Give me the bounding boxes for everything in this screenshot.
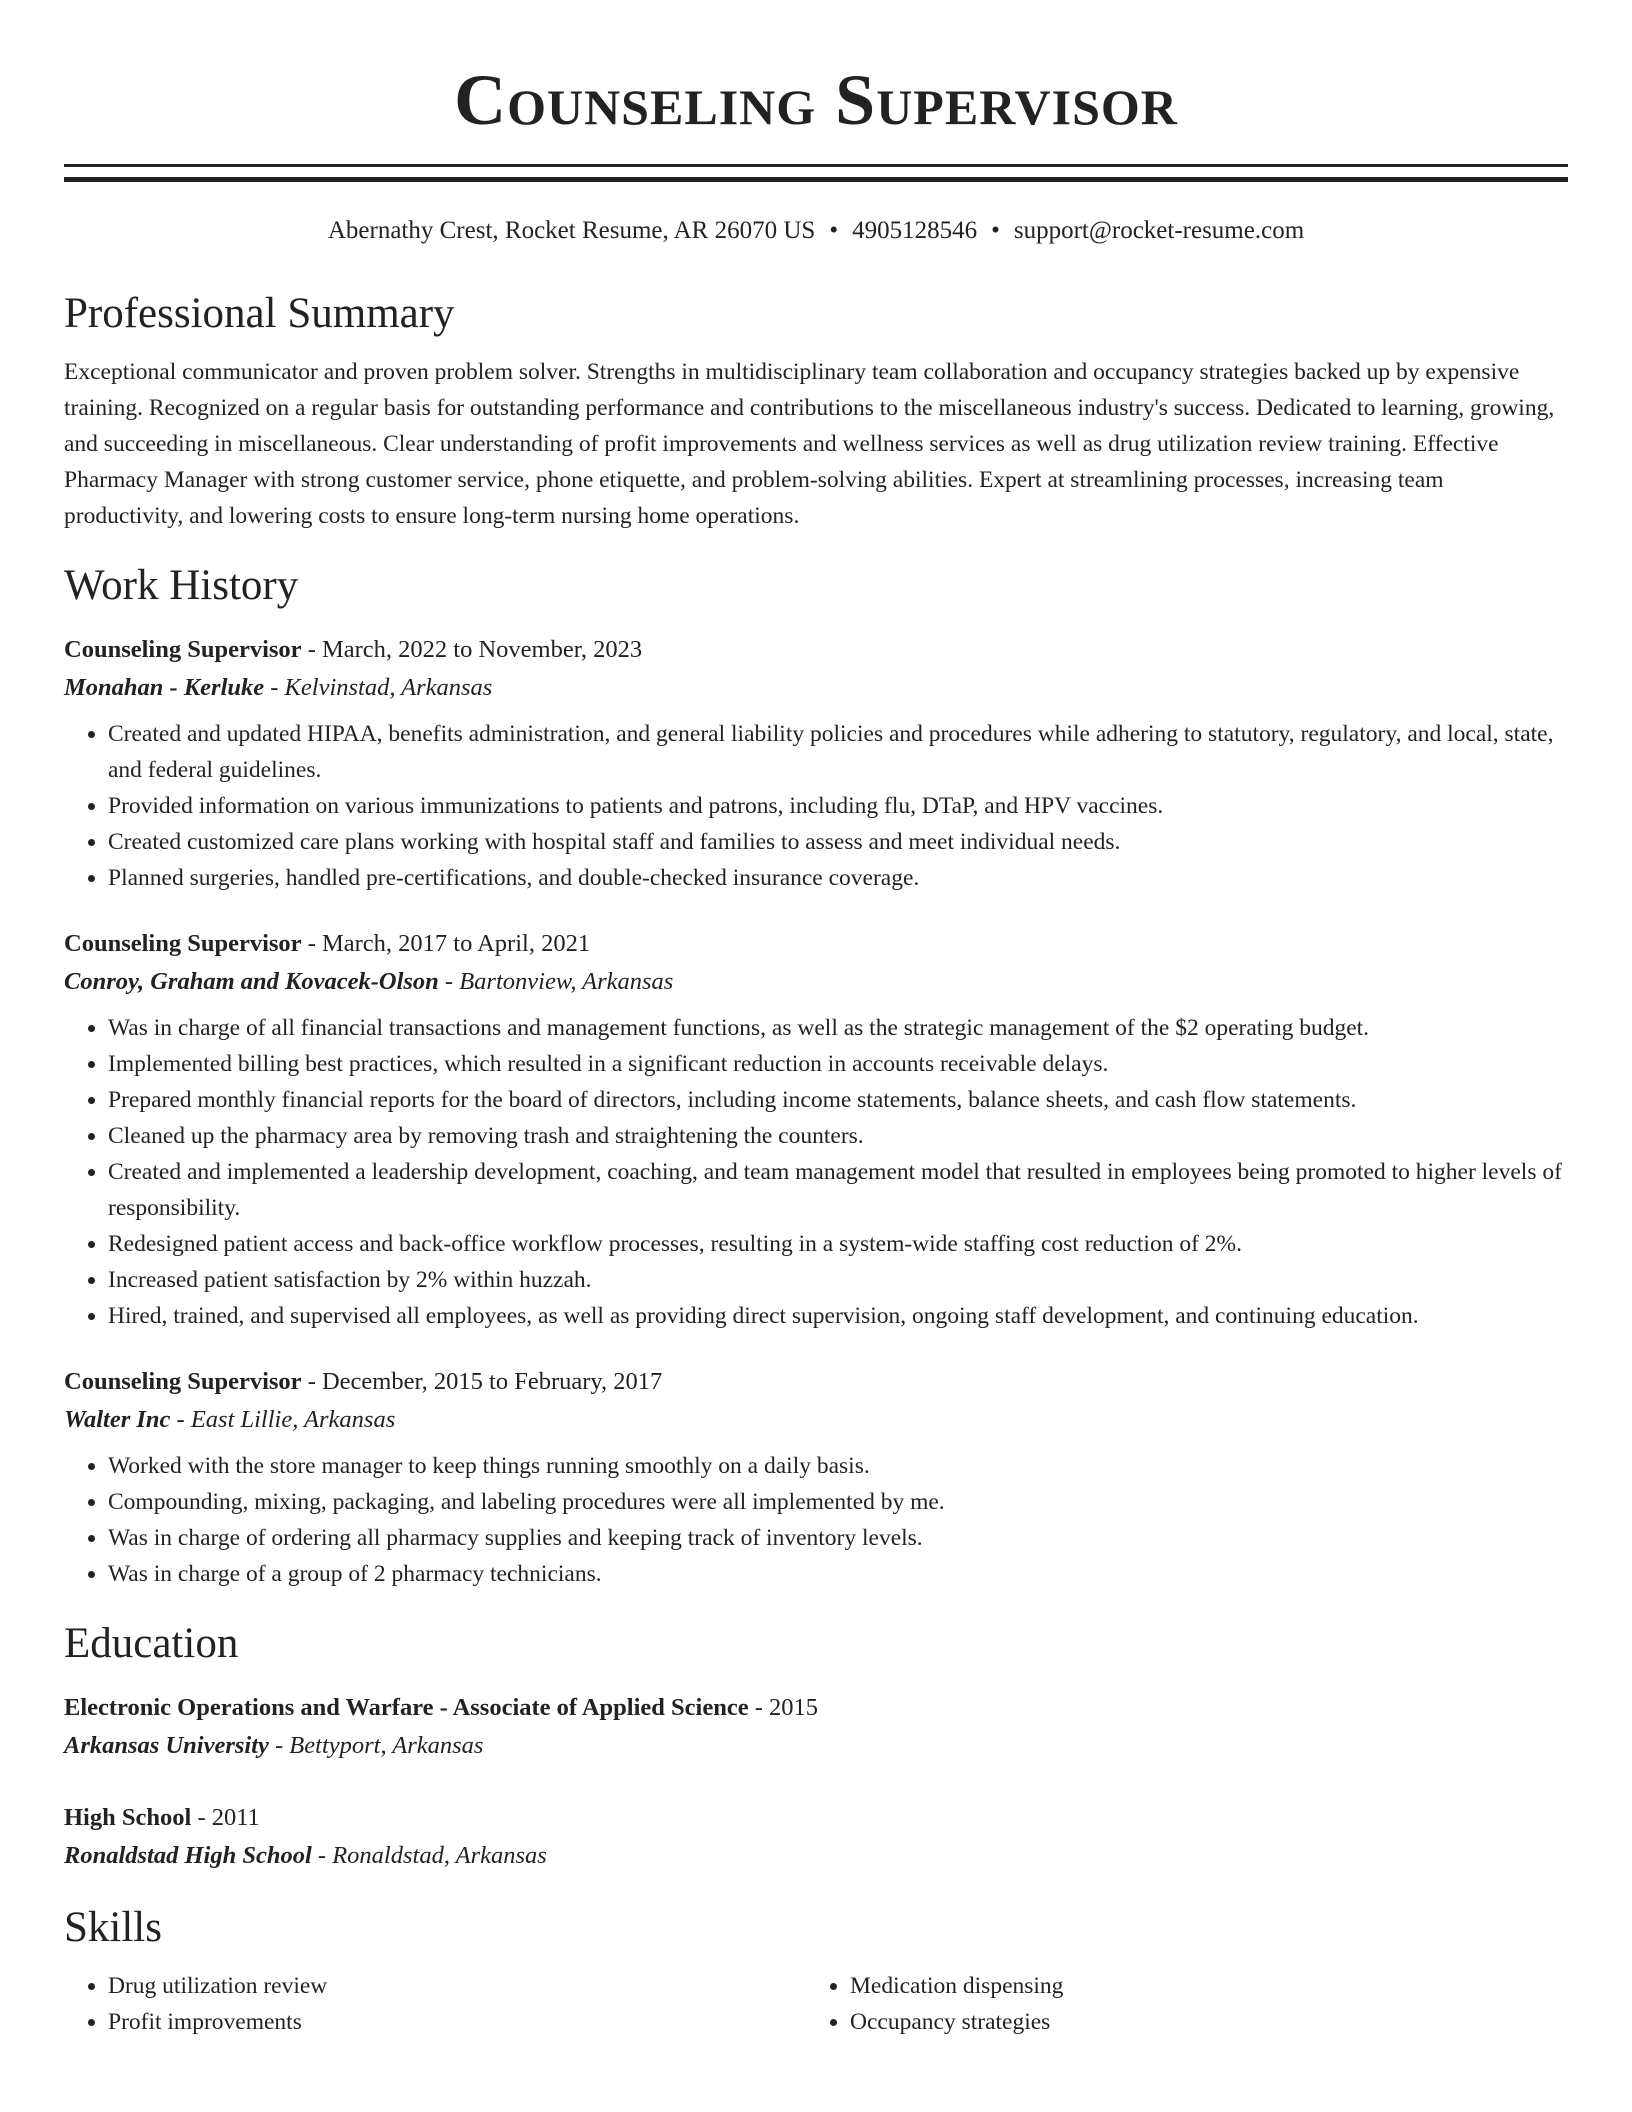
job-bullet-list (64, 1448, 1568, 1592)
skill-item: • Medication dispensing (850, 1968, 1548, 2004)
job-title-line (64, 634, 1568, 666)
section-title-skills: Skills (64, 1904, 162, 1951)
education-degree: High School (64, 1804, 192, 1831)
job-employer: Conroy, Graham and Kovacek-Olson (64, 968, 439, 995)
skills-grid (64, 1968, 1568, 2040)
education-location: - Ronaldstad, Arkansas (311, 1842, 547, 1869)
job-bullet: • Was in charge of ordering all pharmacy supplies and keeping track of inventory levels. (108, 1520, 1568, 1556)
job-employer-line (64, 1404, 1568, 1436)
job-dates: - March, 2022 to November, 2023 (301, 636, 643, 663)
job-entry (64, 634, 1568, 896)
job-bullet: • Was in charge of a group of 2 pharmacy technicians. (108, 1556, 1568, 1592)
education-year: - 2011 (191, 1804, 260, 1831)
education-year: - 2015 (748, 1694, 819, 1721)
education-school-line (64, 1730, 1568, 1762)
job-title-line (64, 1366, 1568, 1398)
contact-separator: • (829, 217, 839, 244)
job-location: - East Lillie, Arkansas (170, 1406, 396, 1433)
contact-email: support@rocket-resume.com (1013, 217, 1305, 244)
education-degree-line (64, 1802, 1568, 1834)
job-employer: Monahan - Kerluke (64, 674, 265, 701)
job-role: Counseling Supervisor (64, 1368, 302, 1395)
job-bullet-list (64, 716, 1568, 896)
job-dates: - December, 2015 to February, 2017 (301, 1368, 663, 1395)
section-title-summary: Professional Summary (64, 290, 455, 337)
contact-separator: • (991, 217, 1000, 244)
job-role: Counseling Supervisor (64, 930, 302, 957)
contact-line (64, 216, 1568, 246)
job-bullet: • Created and implemented a leadership development, coaching, and team management model that resulted in employees being promoted to higher levels of responsibility. (108, 1154, 1568, 1226)
education-location: - Bettyport, Arkansas (268, 1732, 484, 1759)
skill-item: • Drug utilization review (108, 1968, 806, 2004)
job-bullet: • Compounding, mixing, packaging, and labeling procedures were all implemented by me. (108, 1484, 1568, 1520)
education-degree-line (64, 1692, 1568, 1724)
job-title-line (64, 928, 1568, 960)
skills-list-right (806, 1968, 1548, 2040)
job-location: - Kelvinstad, Arkansas (264, 674, 493, 701)
section-title-work-history: Work History (64, 562, 299, 609)
job-bullet: • Was in charge of all financial transactions and management functions, as well as the strategic management of the $2 operating budget. (108, 1010, 1568, 1046)
education-degree: Electronic Operations and Warfare - Associate of Applied Science (64, 1694, 749, 1721)
skills-list-left (64, 1968, 806, 2040)
education-entry (64, 1802, 1568, 1872)
header-double-rule (64, 164, 1568, 182)
job-entry (64, 1366, 1568, 1592)
summary-text: Exceptional communicator and proven problem solver. Strengths in multidisciplinary team collaboration and occupancy strategies backed up by expensive training. Recognized on a regular basis for outstanding performance and contributions to the miscellaneous industry's success. Dedicated to learning, growing, and succeeding in miscellaneous. Clear understanding of profit improvements and wellness services as well as drug utilization review training. Effective Pharmacy Manager with strong customer service, phone etiquette, and problem-solving abilities. Expert at streamlining processes, increasing team productivity, and lowering costs to ensure long-term nursing home operations. (64, 359, 1555, 529)
skill-item: • Profit improvements (108, 2004, 806, 2040)
job-bullet: • Cleaned up the pharmacy area by removing trash and straightening the counters. (108, 1118, 1568, 1154)
section-title-education: Education (64, 1620, 239, 1667)
job-entry (64, 928, 1568, 1334)
job-bullet: • Prepared monthly financial reports for the board of directors, including income statements, balance sheets, and cash flow statements. (108, 1082, 1568, 1118)
contact-address: Abernathy Crest, Rocket Resume, AR 26070 US (327, 217, 816, 244)
job-bullet: • Increased patient satisfaction by 2% within huzzah. (108, 1262, 1568, 1298)
job-bullet: • Worked with the store manager to keep things running smoothly on a daily basis. (108, 1448, 1568, 1484)
job-bullet: • Created and updated HIPAA, benefits administration, and general liability policies and procedures while adhering to statutory, regulatory, and local, state, and federal guidelines. (108, 716, 1568, 788)
education-entry (64, 1692, 1568, 1762)
job-bullet: • Redesigned patient access and back-office workflow processes, resulting in a system-wide staffing cost reduction of 2%. (108, 1226, 1568, 1262)
contact-phone: 4905128546 (852, 217, 978, 244)
skill-item: • Occupancy strategies (850, 2004, 1548, 2040)
job-employer-line (64, 966, 1568, 998)
job-role: Counseling Supervisor (64, 636, 302, 663)
education-school: Arkansas University (64, 1732, 269, 1759)
job-bullet: • Implemented billing best practices, which resulted in a significant reduction in accounts receivable delays. (108, 1046, 1568, 1082)
job-employer-line (64, 672, 1568, 704)
job-employer: Walter Inc (64, 1406, 171, 1433)
job-bullet: • Provided information on various immunizations to patients and patrons, including flu, DTaP, and HPV vaccines. (108, 788, 1568, 824)
job-location: - Bartonview, Arkansas (438, 968, 674, 995)
job-bullet: • Hired, trained, and supervised all employees, as well as providing direct supervision, ongoing staff development, and continuing education. (108, 1298, 1568, 1334)
job-bullet-list (64, 1010, 1568, 1334)
job-bullet: • Planned surgeries, handled pre-certifications, and double-checked insurance coverage. (108, 860, 1568, 896)
education-school: Ronaldstad High School (64, 1842, 312, 1869)
resume-name: Counseling Supervisor (454, 60, 1178, 140)
job-bullet: • Created customized care plans working with hospital staff and families to assess and meet individual needs. (108, 824, 1568, 860)
job-dates: - March, 2017 to April, 2021 (301, 930, 591, 957)
education-school-line (64, 1840, 1568, 1872)
